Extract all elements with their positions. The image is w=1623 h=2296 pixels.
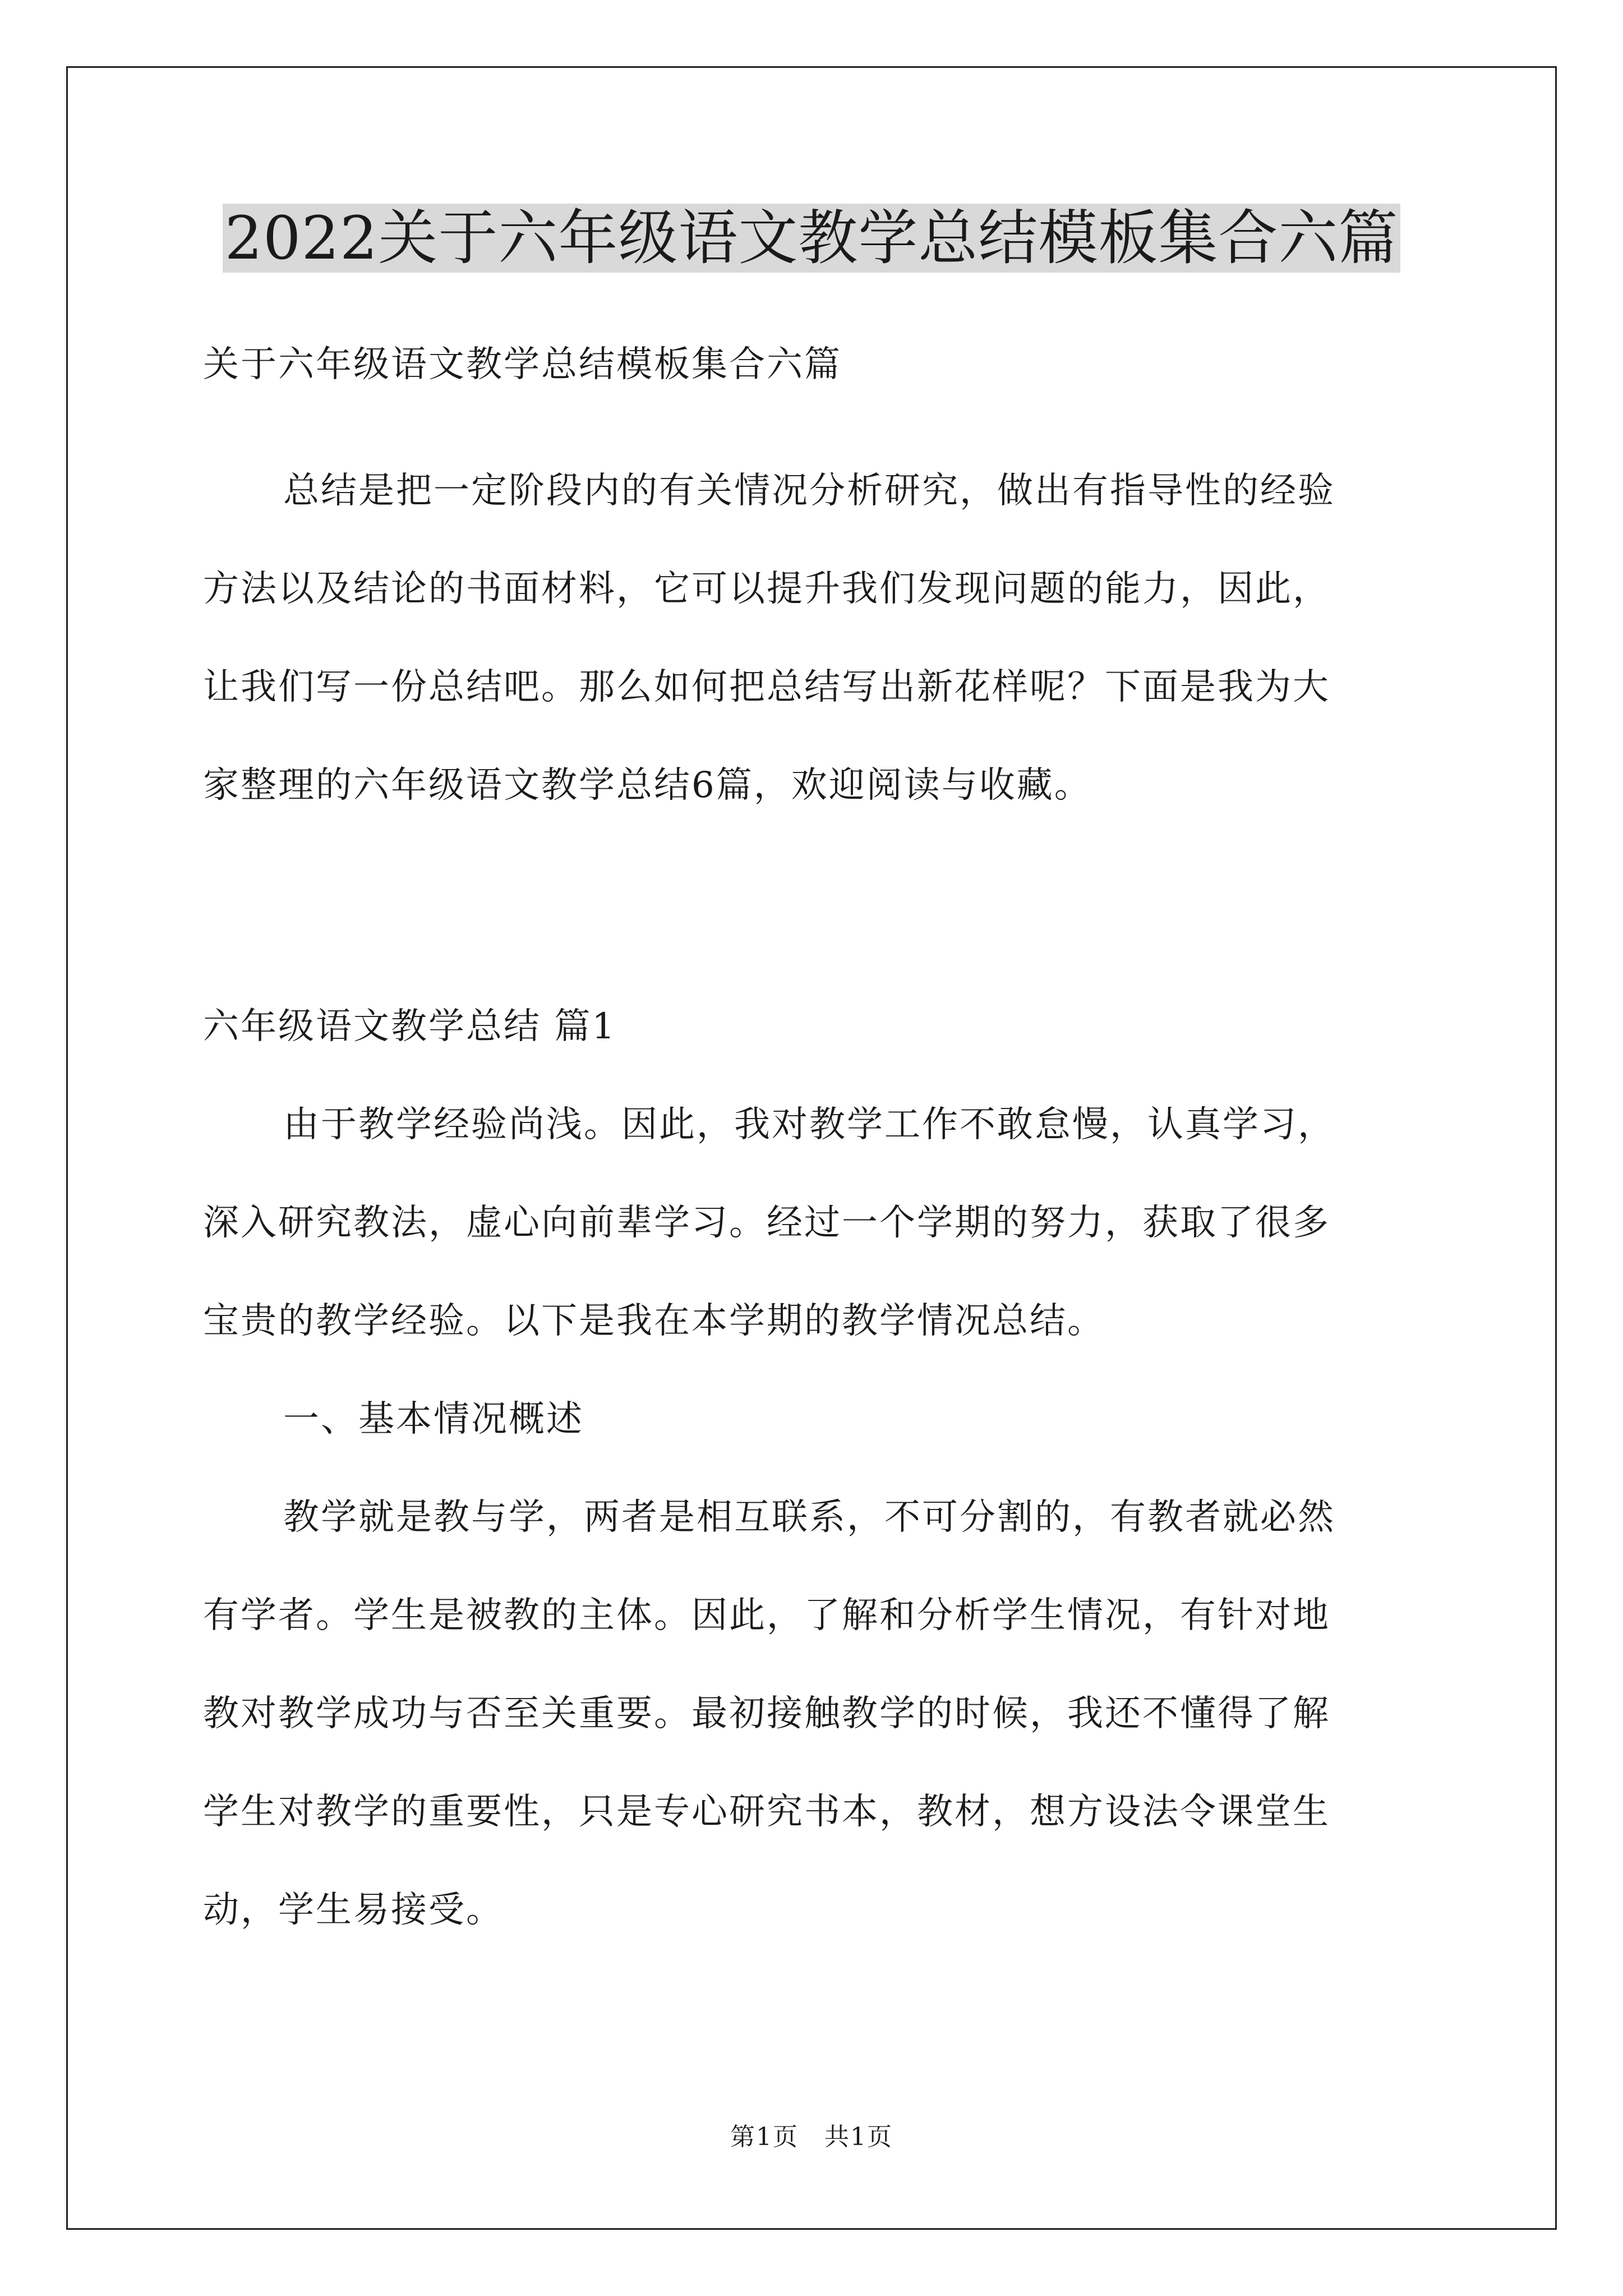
document-subtitle: 关于六年级语文教学总结模板集合六篇 <box>203 344 842 385</box>
para1-line-2: 深入研究教法，虚心向前辈学习。经过一个学期的努力，获取了很多 <box>203 1202 1330 1244</box>
para2-line-2: 有学者。学生是被教的主体。因此，了解和分析学生情况，有针对地 <box>203 1595 1330 1636</box>
para2-line-1: 教学就是教与学，两者是相互联系，不可分割的，有教者就必然 <box>283 1497 1335 1538</box>
para2-line-5: 动，学生易接受。 <box>203 1889 504 1931</box>
para1-line-1: 由于教学经验尚浅。因此，我对教学工作不敢怠慢，认真学习， <box>283 1104 1335 1145</box>
subheading: 一、基本情况概述 <box>283 1398 584 1440</box>
section-heading: 六年级语文教学总结 篇1 <box>203 1006 617 1047</box>
intro-line-1: 总结是把一定阶段内的有关情况分析研究，做出有指导性的经验 <box>283 470 1335 512</box>
document-title-text: 2022关于六年级语文教学总结模板集合六篇 <box>223 204 1401 273</box>
document-title <box>0 196 1623 280</box>
intro-line-4: 家整理的六年级语文教学总结6篇，欢迎阅读与收藏。 <box>203 765 1092 806</box>
page-footer: 第1页 共1页 <box>730 2123 893 2151</box>
para2-line-4: 学生对教学的重要性，只是专心研究书本，教材，想方设法令课堂生 <box>203 1791 1330 1833</box>
intro-line-2: 方法以及结论的书面材料，它可以提升我们发现问题的能力，因此， <box>203 568 1330 610</box>
para2-line-3: 教对教学成功与否至关重要。最初接触教学的时候，我还不懂得了解 <box>203 1693 1330 1734</box>
intro-line-3: 让我们写一份总结吧。那么如何把总结写出新花样呢？下面是我为大 <box>203 666 1330 708</box>
para1-line-3: 宝贵的教学经验。以下是我在本学期的教学情况总结。 <box>203 1300 1105 1342</box>
